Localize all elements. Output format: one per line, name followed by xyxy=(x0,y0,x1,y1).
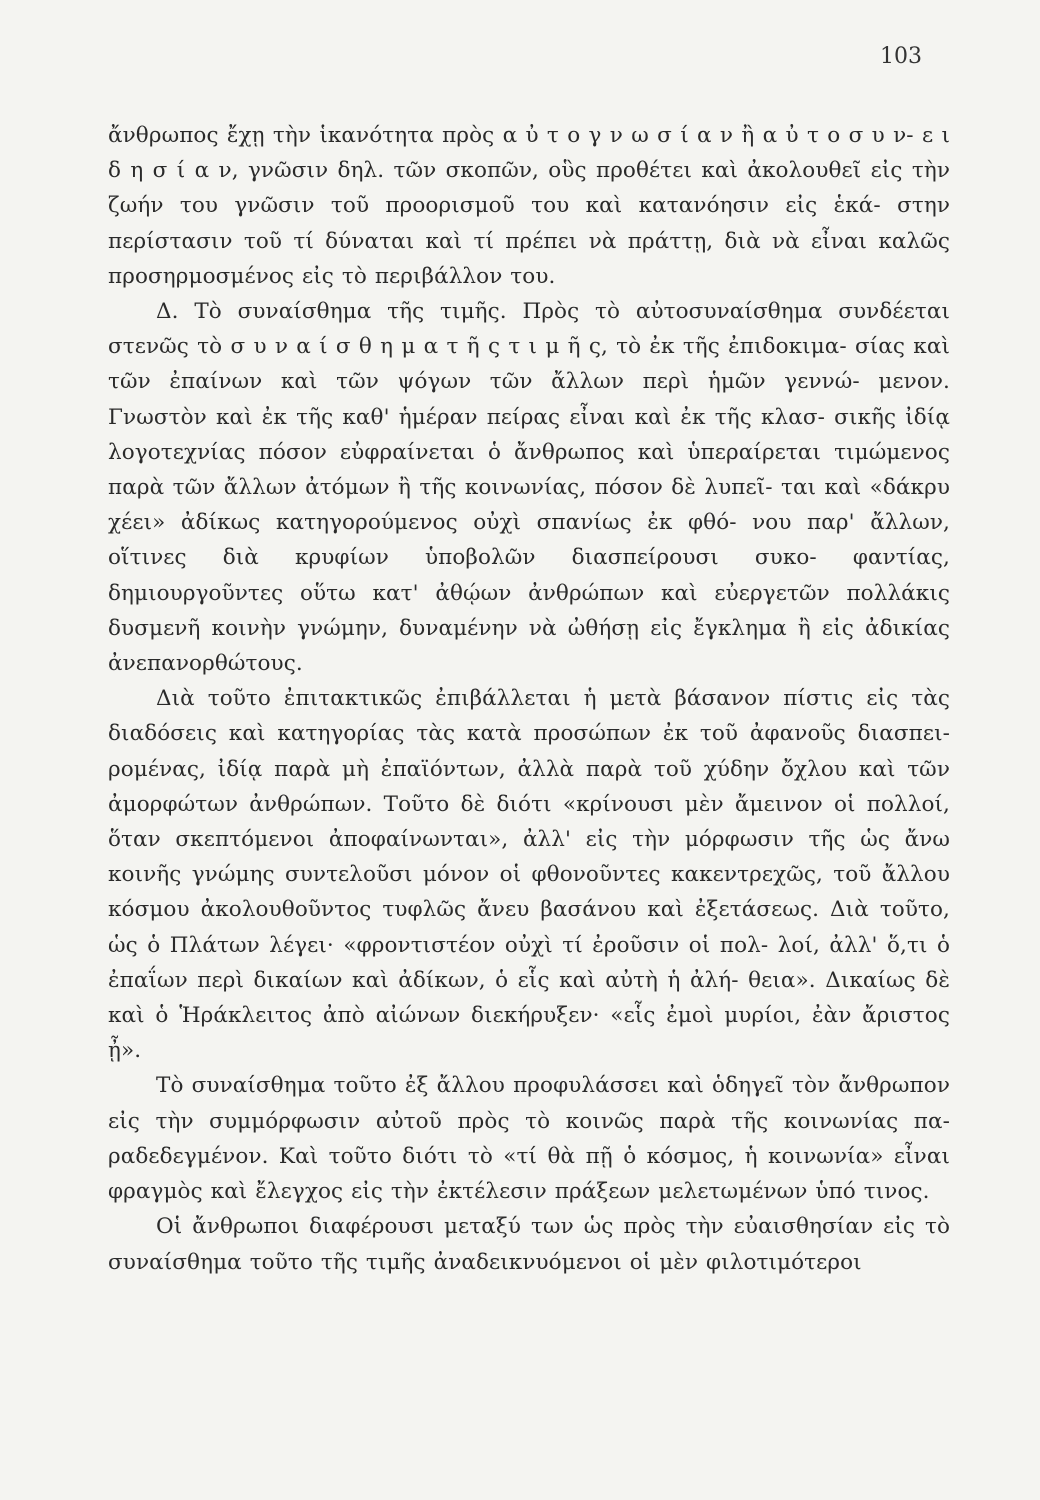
paragraph-3: Διὰ τοῦτο ἐπιτακτικῶς ἐπιβάλλεται ἡ μετὰ βάσανον πίστις εἰς τὰς διαδόσεις καὶ κατηγορίας τὰς κατὰ προσώπων ἐκ τοῦ ἀφανοῦς διασπει- ρομένας, ἰδίᾳ παρὰ μὴ ἐπαϊόντων, ἀλλὰ παρὰ τοῦ χύδην ὄχλου καὶ τῶν ἀμορφώτων ἀνθρώπων. Τοῦτο δὲ διότι «κρίνουσι μὲν ἄμεινον οἱ πολλοί, ὅταν σκεπτόμενοι ἀποφαίνωνται», ἀλλ' εἰς τὴν μόρφωσιν τῆς ὡς ἄνω κοινῆς γνώμης συντελοῦσι μόνον οἱ φθονοῦντες κακεντρεχῶς, τοῦ ἄλλου κόσμου ἀκολουθοῦντος τυφλῶς ἄνευ βασάνου καὶ ἐξετάσεως. Διὰ τοῦτο, ὡς ὁ Πλάτων λέγει· «φροντιστέον οὐχὶ τί ἐροῦσιν οἱ πολ- λοί, ἀλλ' ὅ,τι ὁ ἐπαΐων περὶ δικαίων καὶ ἀδίκων, ὁ εἷς καὶ αὐτὴ ἡ ἀλή- θεια». Δικαίως δὲ καὶ ὁ Ἡράκλειτος ἀπὸ αἰώνων διεκήρυξεν· «εἷς ἐμοὶ μυρίοι, ἐὰν ἄριστος ᾖ». xyxy=(108,686,950,1064)
body-text xyxy=(108,118,950,1280)
paragraph-5: Οἱ ἄνθρωποι διαφέρουσι μεταξύ των ὡς πρὸς τὴν εὐαισθησίαν εἰς τὸ συναίσθημα τοῦτο τῆς τιμῆς ἀναδεικνυόμενοι οἱ μὲν φιλοτιμότεροι xyxy=(108,1214,950,1275)
page-number: 103 xyxy=(880,44,922,69)
paragraph-1: ἄνθρωπος ἔχῃ τὴν ἱκανότητα πρὸς α ὐ τ ο γ ν ω σ ί α ν ἢ α ὐ τ ο σ υ ν- ε ι δ η σ ί α ν, γνῶσιν δηλ. τῶν σκοπῶν, οὓς προθέτει καὶ ἀκολουθεῖ εἰς τὴν ζωήν του γνῶσιν τοῦ προορισμοῦ του καὶ κατανόησιν εἰς ἑκά- στην περίστασιν τοῦ τί δύναται καὶ τί πρέπει νὰ πράττῃ, διὰ νὰ εἶναι καλῶς προσηρμοσμένος εἰς τὸ περιβάλλον του. xyxy=(108,123,950,289)
paragraph-4: Τὸ συναίσθημα τοῦτο ἐξ ἄλλου προφυλάσσει καὶ ὁδηγεῖ τὸν ἄνθρωπον εἰς τὴν συμμόρφωσιν αὐτοῦ πρὸς τὸ κοινῶς παρὰ τῆς κοινωνίας πα- ραδεδεγμένον. Καὶ τοῦτο διότι τὸ «τί θὰ πῇ ὁ κόσμος, ἡ κοινωνία» εἶναι φραγμὸς καὶ ἔλεγχος εἰς τὴν ἐκτέλεσιν πράξεων μελετωμένων ὑπό τινος. xyxy=(108,1073,950,1205)
paragraph-2: Δ. Τὸ συναίσθημα τῆς τιμῆς. Πρὸς τὸ αὐτοσυναίσθημα συνδέεται στενῶς τὸ σ υ ν α ί σ θ η μ α τ ῆ ς τ ι μ ῆ ς, τὸ ἐκ τῆς ἐπιδοκιμα- σίας καὶ τῶν ἐπαίνων καὶ τῶν ψόγων τῶν ἄλλων περὶ ἡμῶν γεννώ- μενον. Γνωστὸν καὶ ἐκ τῆς καθ' ἡμέραν πείρας εἶναι καὶ ἐκ τῆς κλασ- σικῆς ἰδίᾳ λογοτεχνίας πόσον εὐφραίνεται ὁ ἄνθρωπος καὶ ὑπεραίρεται τιμώμενος παρὰ τῶν ἄλλων ἀτόμων ἢ τῆς κοινωνίας, πόσον δὲ λυπεῖ- ται καὶ «δάκρυ χέει» ἀδίκως κατηγορούμενος οὐχὶ σπανίως ἐκ φθό- νου παρ' ἄλλων, οἵτινες διὰ κρυφίων ὑποβολῶν διασπείρουσι συκο- φαντίας, δημιουργοῦντες οὕτω κατ' ἀθῴων ἀνθρώπων καὶ εὐεργετῶν πολλάκις δυσμενῆ κοινὴν γνώμην, δυναμένην νὰ ὠθήσῃ εἰς ἔγκλημα ἢ εἰς ἀδικίας ἀνεπανορθώτους. xyxy=(108,299,950,677)
